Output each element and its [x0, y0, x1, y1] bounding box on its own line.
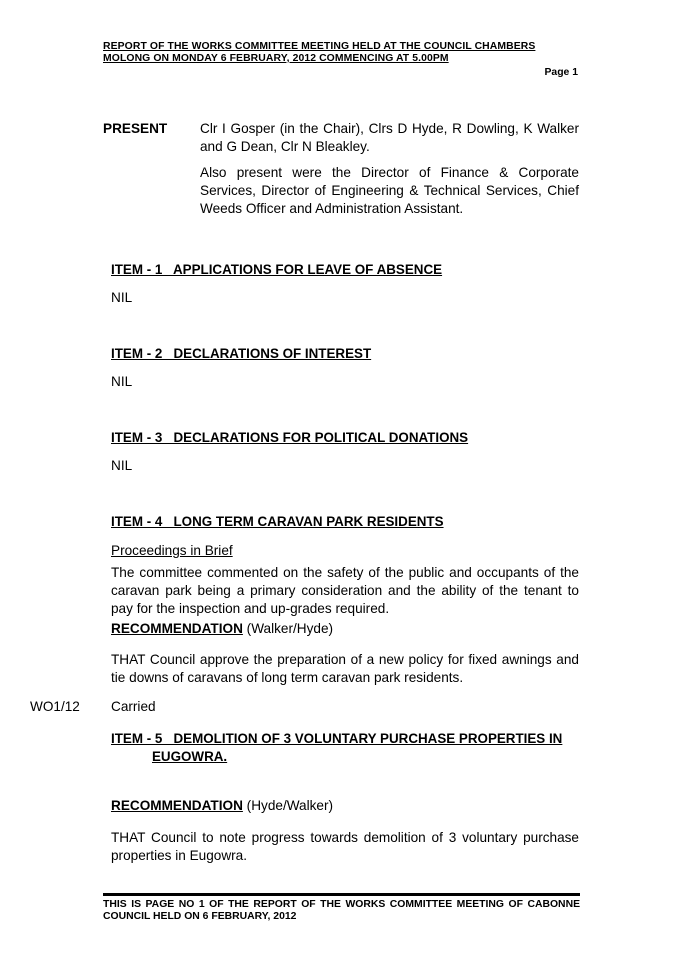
item-2-heading: ITEM - 2 DECLARATIONS OF INTEREST — [111, 346, 372, 361]
recommendation-label: RECOMMENDATION — [111, 621, 243, 636]
item-5-recommendation — [111, 797, 333, 815]
item-3-heading: ITEM - 3 DECLARATIONS FOR POLITICAL DONATIONS — [111, 430, 469, 445]
item-5-heading-line-1: ITEM - 5 DEMOLITION OF 3 VOLUNTARY PURCHASE PROPERTIES IN — [111, 731, 563, 746]
also-present: Also present were the Director of Finance & Corporate Services, Director of Engineering & Technical Services, Chief Weeds Officer and Administration Assistant. — [200, 165, 579, 216]
header-title-line-2: MOLONG ON MONDAY 6 FEBRUARY, 2012 COMMENCING AT 5.00PM — [103, 53, 449, 64]
page-footer: THIS IS PAGE NO 1 OF THE REPORT OF THE WORKS COMMITTEE MEETING OF CABONNE COUNCIL HELD ON 6 FEBRUARY, 2012 — [103, 899, 580, 922]
item-4-brief: The committee commented on the safety of the public and occupants of the caravan park being a primary consideration and the ability of the tenant to pay for the inspection and up-grades required. — [111, 565, 579, 616]
report-header — [103, 41, 535, 65]
footer-divider — [103, 893, 580, 896]
present-members: Clr I Gosper (in the Chair), Clrs D Hyde, R Dowling, K Walker and G Dean, Clr N Bleakley. — [200, 121, 579, 154]
item-3-body: NIL — [111, 458, 133, 473]
recommendation-movers: (Hyde/Walker) — [242, 798, 334, 813]
item-1-heading: ITEM - 1 APPLICATIONS FOR LEAVE OF ABSENCE — [111, 262, 443, 277]
item-4-recommendation — [111, 620, 333, 638]
item-2-body: NIL — [111, 374, 133, 389]
item-4-subheading: Proceedings in Brief — [111, 543, 233, 558]
item-4-resolution: THAT Council approve the preparation of a new policy for fixed awnings and tie downs of caravans of long term caravan park residents. — [111, 652, 579, 685]
item-4-outcome: Carried — [111, 699, 156, 714]
minute-number: WO1/12 — [30, 699, 80, 714]
item-5-heading-line-2: EUGOWRA. — [152, 749, 228, 764]
recommendation-label: RECOMMENDATION — [111, 798, 243, 813]
item-4-heading: ITEM - 4 LONG TERM CARAVAN PARK RESIDENTS — [111, 514, 444, 529]
header-title-line-1: REPORT OF THE WORKS COMMITTEE MEETING HELD AT THE COUNCIL CHAMBERS — [103, 41, 536, 52]
page-number: Page 1 — [544, 67, 578, 78]
item-5-resolution: THAT Council to note progress towards demolition of 3 voluntary purchase properties in Eugowra. — [111, 830, 579, 863]
present-label: PRESENT — [103, 121, 168, 136]
item-5-heading — [111, 730, 579, 766]
recommendation-movers: (Walker/Hyde) — [242, 621, 334, 636]
item-1-body: NIL — [111, 290, 133, 305]
